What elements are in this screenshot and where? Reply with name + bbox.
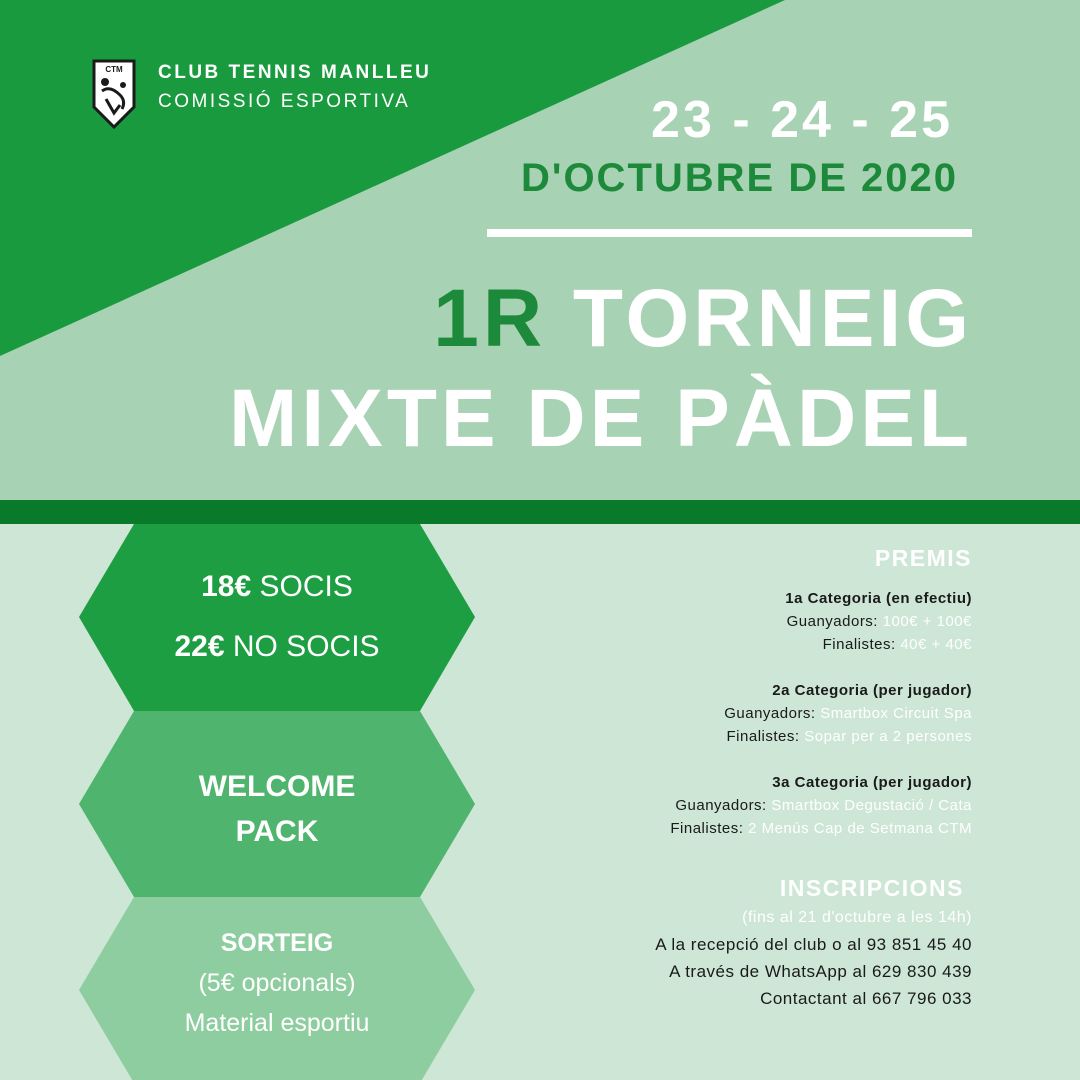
category-2-winners [724,705,972,722]
winners-label: Guanyadors: [724,705,821,722]
registration-line-contact: Contactant al 667 796 033 [760,989,972,1008]
registration-deadline: (fins al 21 d'octubre a les 14h) [742,909,972,926]
title-divider-line [487,229,972,237]
price-non-members [80,630,474,664]
price-members-amount: 18€ [201,570,252,603]
finalists-value: Sopar per a 2 persones [804,728,972,745]
finalists-label: Finalistes: [726,728,805,745]
event-month-year: D'OCTUBRE DE 2020 [521,156,958,200]
price-members [80,570,474,604]
club-crest-logo [90,55,138,131]
club-subtitle: COMISSIÓ ESPORTIVA [158,91,411,112]
winners-label: Guanyadors: [675,797,772,814]
welcome-line-2: PACK [235,815,319,848]
category-3-finalists [670,820,972,837]
club-name: CLUB TENNIS MANLLEU [158,62,432,83]
divider-band [0,500,1080,524]
category-2-finalists [727,728,972,745]
event-title-line-1-rest: TORNEIG [546,273,973,364]
price-members-label: SOCIS [251,570,353,603]
category-2-title: 2a Categoria (per jugador) [772,682,972,699]
finalists-value: 2 Menús Cap de Setmana CTM [748,820,972,837]
finalists-label: Finalistes: [670,820,749,837]
category-1-title: 1a Categoria (en efectiu) [785,590,972,607]
finalists-label: Finalistes: [822,636,901,653]
logo-letters: CTM [105,65,123,74]
raffle-note: (5€ opcionals) [198,969,356,997]
raffle-prize: Material esportiu [184,1009,370,1037]
winners-label: Guanyadors: [786,613,883,630]
welcome-pack [80,764,474,854]
welcome-line-1: WELCOME [198,770,356,803]
finalists-value: 40€ + 40€ [900,636,972,653]
winners-value: 100€ + 100€ [882,613,972,630]
raffle-title: SORTEIG [220,929,334,957]
registration-line-whatsapp: A través de WhatsApp al 629 830 439 [669,962,972,981]
event-title-accent: 1R [433,273,547,364]
price-non-members-amount: 22€ [174,630,225,663]
winners-value: Smartbox Circuit Spa [820,705,972,722]
event-title-line-1 [433,273,973,364]
price-non-members-label: NO SOCIS [224,630,380,663]
category-3-winners [675,797,972,814]
prizes-heading: PREMIS [874,545,972,571]
event-title-line-2: MIXTE DE PÀDEL [229,373,973,464]
category-1-finalists [823,636,972,653]
event-dates: 23 - 24 - 25 [651,91,953,149]
registration-heading: INSCRIPCIONS [779,875,964,901]
category-3-title: 3a Categoria (per jugador) [772,774,972,791]
winners-value: Smartbox Degustació / Cata [771,797,972,814]
registration-line-reception: A la recepció del club o al 93 851 45 40 [655,935,972,954]
category-1-winners [787,613,972,630]
hexagon-prices [79,524,475,711]
